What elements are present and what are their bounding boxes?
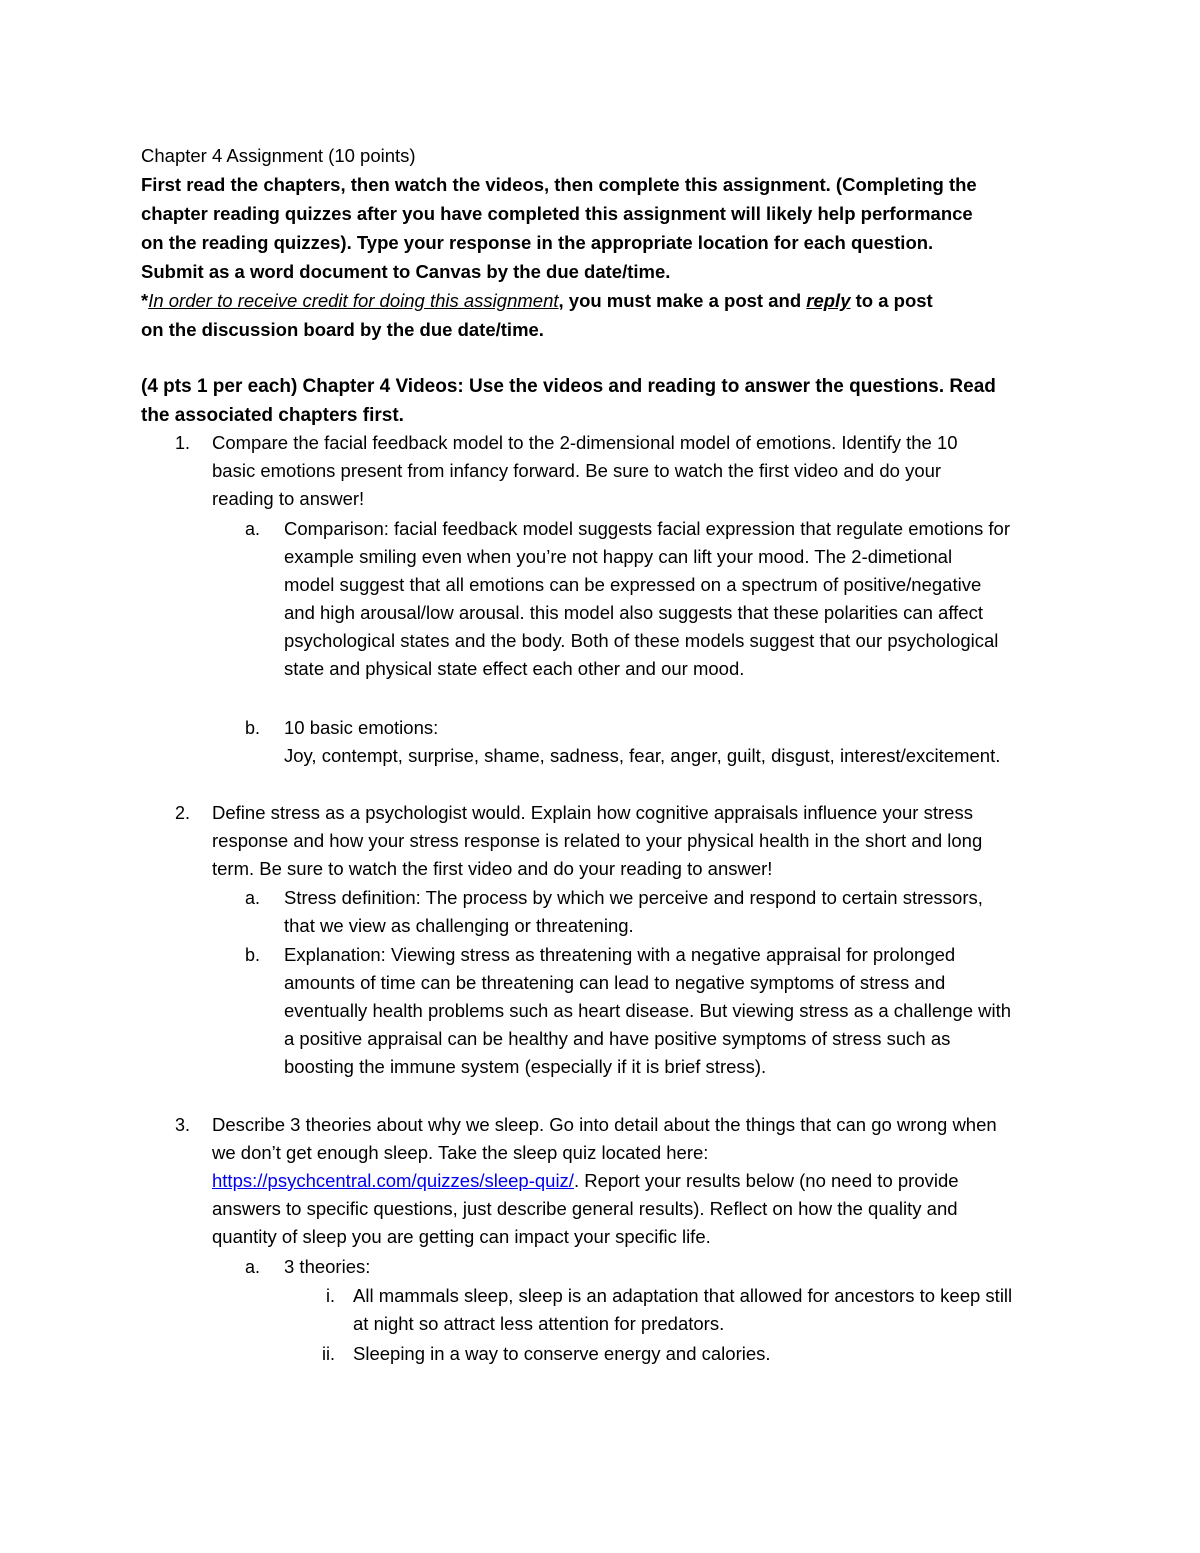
question-1-number: 1. bbox=[175, 433, 191, 453]
question-3-line-2: we don’t get enough sleep. Take the sleep quiz located here: bbox=[212, 1142, 709, 1163]
instructions-line-4: Submit as a word document to Canvas by the due date/time. bbox=[141, 261, 671, 282]
answer-3a-ii-marker: ii. bbox=[322, 1344, 335, 1364]
answer-3a-i-line-1: All mammals sleep, sleep is an adaptation that allowed for ancestors to keep still bbox=[353, 1285, 1013, 1306]
answer-1b-line-2: Joy, contempt, surprise, shame, sadness, fear, anger, guilt, disgust, interest/excitement. bbox=[284, 745, 1001, 766]
answer-2b-line-3: eventually health problems such as heart disease. But viewing stress as a challenge with bbox=[284, 1000, 1012, 1021]
answer-2b-line-1: Explanation: Viewing stress as threatening with a negative appraisal for prolonged bbox=[284, 944, 956, 965]
answer-2a-line-2: that we view as challenging or threatening. bbox=[284, 915, 634, 936]
answer-1a-line-2: example smiling even when you’re not happy can lift your mood. The 2-dimetional bbox=[284, 546, 953, 567]
credit-note-line-2: on the discussion board by the due date/time. bbox=[141, 319, 544, 340]
section-heading-line-2: the associated chapters first. bbox=[141, 405, 404, 426]
answer-3a-i-line-2: at night so attract less attention for predators. bbox=[353, 1313, 725, 1334]
answer-2a-line-1: Stress definition: The process by which we perceive and respond to certain stressors, bbox=[284, 887, 983, 908]
answer-2b-line-5: boosting the immune system (especially if it is brief stress). bbox=[284, 1056, 767, 1077]
answer-3a-line-1: 3 theories: bbox=[284, 1256, 371, 1277]
question-2-line-1: Define stress as a psychologist would. Explain how cognitive appraisals influence your stress bbox=[212, 802, 973, 823]
question-3-link-suffix: . Report your results below (no need to provide bbox=[573, 1170, 959, 1191]
answer-2b-line-4: a positive appraisal can be healthy and have positive symptoms of stress such as bbox=[284, 1028, 951, 1049]
instructions-line-1: First read the chapters, then watch the videos, then complete this assignment. (Completing the bbox=[141, 174, 977, 195]
answer-1a-line-3: model suggest that all emotions can be expressed on a spectrum of positive/negative bbox=[284, 574, 982, 595]
answer-2b-marker: b. bbox=[245, 945, 261, 965]
question-3-link-line bbox=[212, 1167, 959, 1195]
question-1-line-2: basic emotions present from infancy forward. Be sure to watch the first video and do your bbox=[212, 460, 942, 481]
question-1-line-1: Compare the facial feedback model to the 2-dimensional model of emotions. Identify the 10 bbox=[212, 432, 958, 453]
answer-2b-line-2: amounts of time can be threatening can lead to negative symptoms of stress and bbox=[284, 972, 946, 993]
answer-1a-line-5: psychological states and the body. Both of these models suggest that our psychological bbox=[284, 630, 999, 651]
question-2-line-2: response and how your stress response is related to your physical health in the short and long bbox=[212, 830, 983, 851]
note-suffix: to a post bbox=[850, 290, 933, 311]
instructions-line-3: on the reading quizzes). Type your response in the appropriate location for each question. bbox=[141, 232, 934, 253]
answer-1b-line-1: 10 basic emotions: bbox=[284, 717, 439, 738]
answer-1b-marker: b. bbox=[245, 718, 261, 738]
question-2-line-3: term. Be sure to watch the first video and do your reading to answer! bbox=[212, 858, 773, 879]
note-prefix: * bbox=[141, 290, 149, 311]
assignment-title: Chapter 4 Assignment (10 points) bbox=[141, 145, 416, 166]
note-middle: , you must make a post and bbox=[558, 290, 807, 311]
question-3-line-4: answers to specific questions, just describe general results). Reflect on how the quality and bbox=[212, 1198, 958, 1219]
sleep-quiz-link[interactable]: https://psychcentral.com/quizzes/sleep-quiz/ bbox=[212, 1170, 574, 1191]
answer-2a-marker: a. bbox=[245, 888, 261, 908]
question-2-number: 2. bbox=[175, 803, 191, 823]
section-heading-line-1: (4 pts 1 per each) Chapter 4 Videos: Use the videos and reading to answer the questions. Read bbox=[141, 376, 996, 397]
question-1-line-3: reading to answer! bbox=[212, 488, 365, 509]
question-3-line-5: quantity of sleep you are getting can impact your specific life. bbox=[212, 1226, 711, 1247]
answer-3a-i-marker: i. bbox=[326, 1286, 335, 1306]
note-reply-word: reply bbox=[806, 290, 851, 311]
credit-note bbox=[141, 287, 933, 315]
answer-3a-marker: a. bbox=[245, 1257, 261, 1277]
instructions-line-2: chapter reading quizzes after you have completed this assignment will likely help performance bbox=[141, 203, 973, 224]
answer-1a-line-4: and high arousal/low arousal. this model also suggests that these polarities can affect bbox=[284, 602, 983, 623]
answer-1a-line-1: Comparison: facial feedback model suggests facial expression that regulate emotions for bbox=[284, 518, 1010, 539]
question-3-number: 3. bbox=[175, 1115, 191, 1135]
answer-1a-line-6: state and physical state effect each other and our mood. bbox=[284, 658, 745, 679]
question-3-line-1: Describe 3 theories about why we sleep. Go into detail about the things that can go wrong when bbox=[212, 1114, 997, 1135]
note-emphasis: In order to receive credit for doing this assignment bbox=[148, 290, 559, 311]
answer-1a-marker: a. bbox=[245, 519, 261, 539]
answer-3a-ii-line-1: Sleeping in a way to conserve energy and calories. bbox=[353, 1343, 771, 1364]
